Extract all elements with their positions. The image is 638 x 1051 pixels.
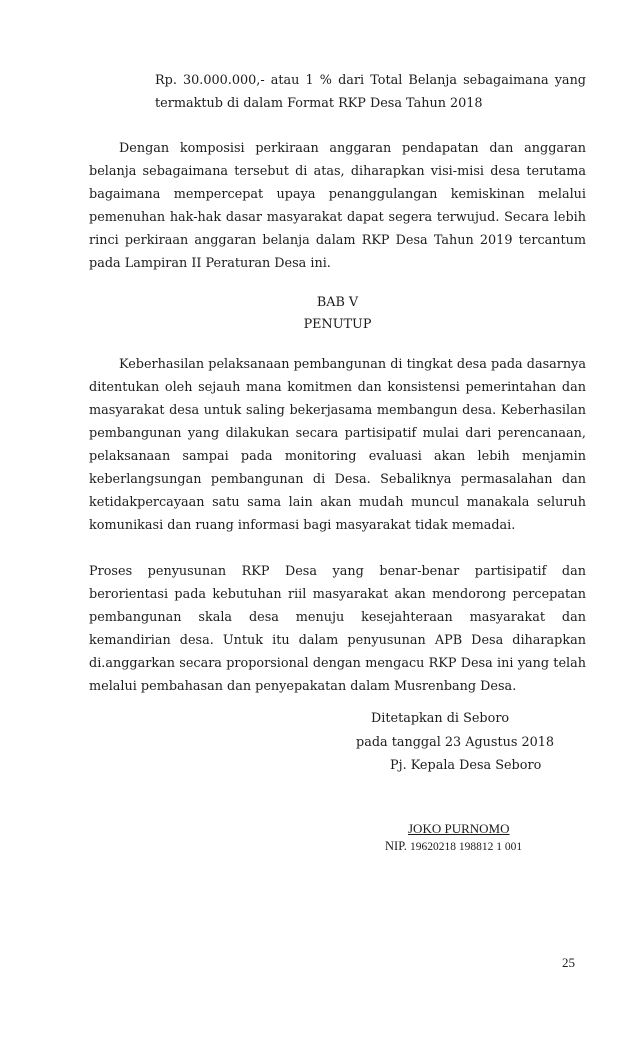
- signatory-name: JOKO PURNOMO: [408, 821, 510, 836]
- continuation-paragraph: Rp. 30.000.000,- atau 1 % dari Total Belanja sebagaimana yang termaktub di dalam Format RKP Desa Tahun 2018: [155, 73, 586, 111]
- nip-number: 19620218 198812 1 001: [410, 841, 523, 853]
- signature-place: Ditetapkan di Seboro: [371, 711, 510, 726]
- signatory-nip: [385, 838, 522, 855]
- nip-label: NIP.: [385, 839, 407, 853]
- closing-paragraph-success: Keberhasilan pelaksanaan pembangunan di tingkat desa pada dasarnya ditentukan oleh sejauh mana komitmen dan konsistensi pemerintahan dan masyarakat desa untuk saling bekerjasama membangun desa. Keberhasilan pembangunan yang dilakukan secara partisipatif mulai dari perencanaan, pelaksanaan sampai pada monitoring evaluasi akan lebih menjamin keberlangsungan pembangunan di Desa. Sebaliknya permasalahan dan ketidakpercayaan satu sama lain akan mudah muncul manakala seluruh komunikasi dan ruang informasi bagi masyarakat tidak memadai.: [89, 357, 586, 533]
- budget-summary-paragraph: Dengan komposisi perkiraan anggaran pendapatan dan anggaran belanja sebagaimana tersebut di atas, diharapkan visi-misi desa terutama bagaimana mempercepat upaya penanggulangan kemiskinan melalui pemenuhan hak-hak dasar masyarakat dapat segera terwujud. Secara lebih rinci perkiraan anggaran belanja dalam RKP Desa Tahun 2019 tercantum pada Lampiran II Peraturan Desa ini.: [89, 141, 586, 271]
- closing-paragraph-process: Proses penyusunan RKP Desa yang benar-benar partisipatif dan berorientasi pada kebutuhan riil masyarakat akan mendorong percepatan pembangunan skala desa menuju kesejahteraan masyarakat dan kemandirian desa. Untuk itu dalam penyusunan APB Desa diharapkan di.anggarkan secara proporsional dengan mengacu RKP Desa ini yang telah melalui pembahasan dan penyepakatan dalam Musrenbang Desa.: [89, 564, 586, 694]
- chapter-title: BAB V: [316, 295, 359, 310]
- signature-date: pada tanggal 23 Agustus 2018: [356, 735, 555, 750]
- page-number: 25: [562, 955, 575, 970]
- signature-role: Pj. Kepala Desa Seboro: [390, 758, 542, 773]
- chapter-subtitle: PENUTUP: [303, 317, 372, 332]
